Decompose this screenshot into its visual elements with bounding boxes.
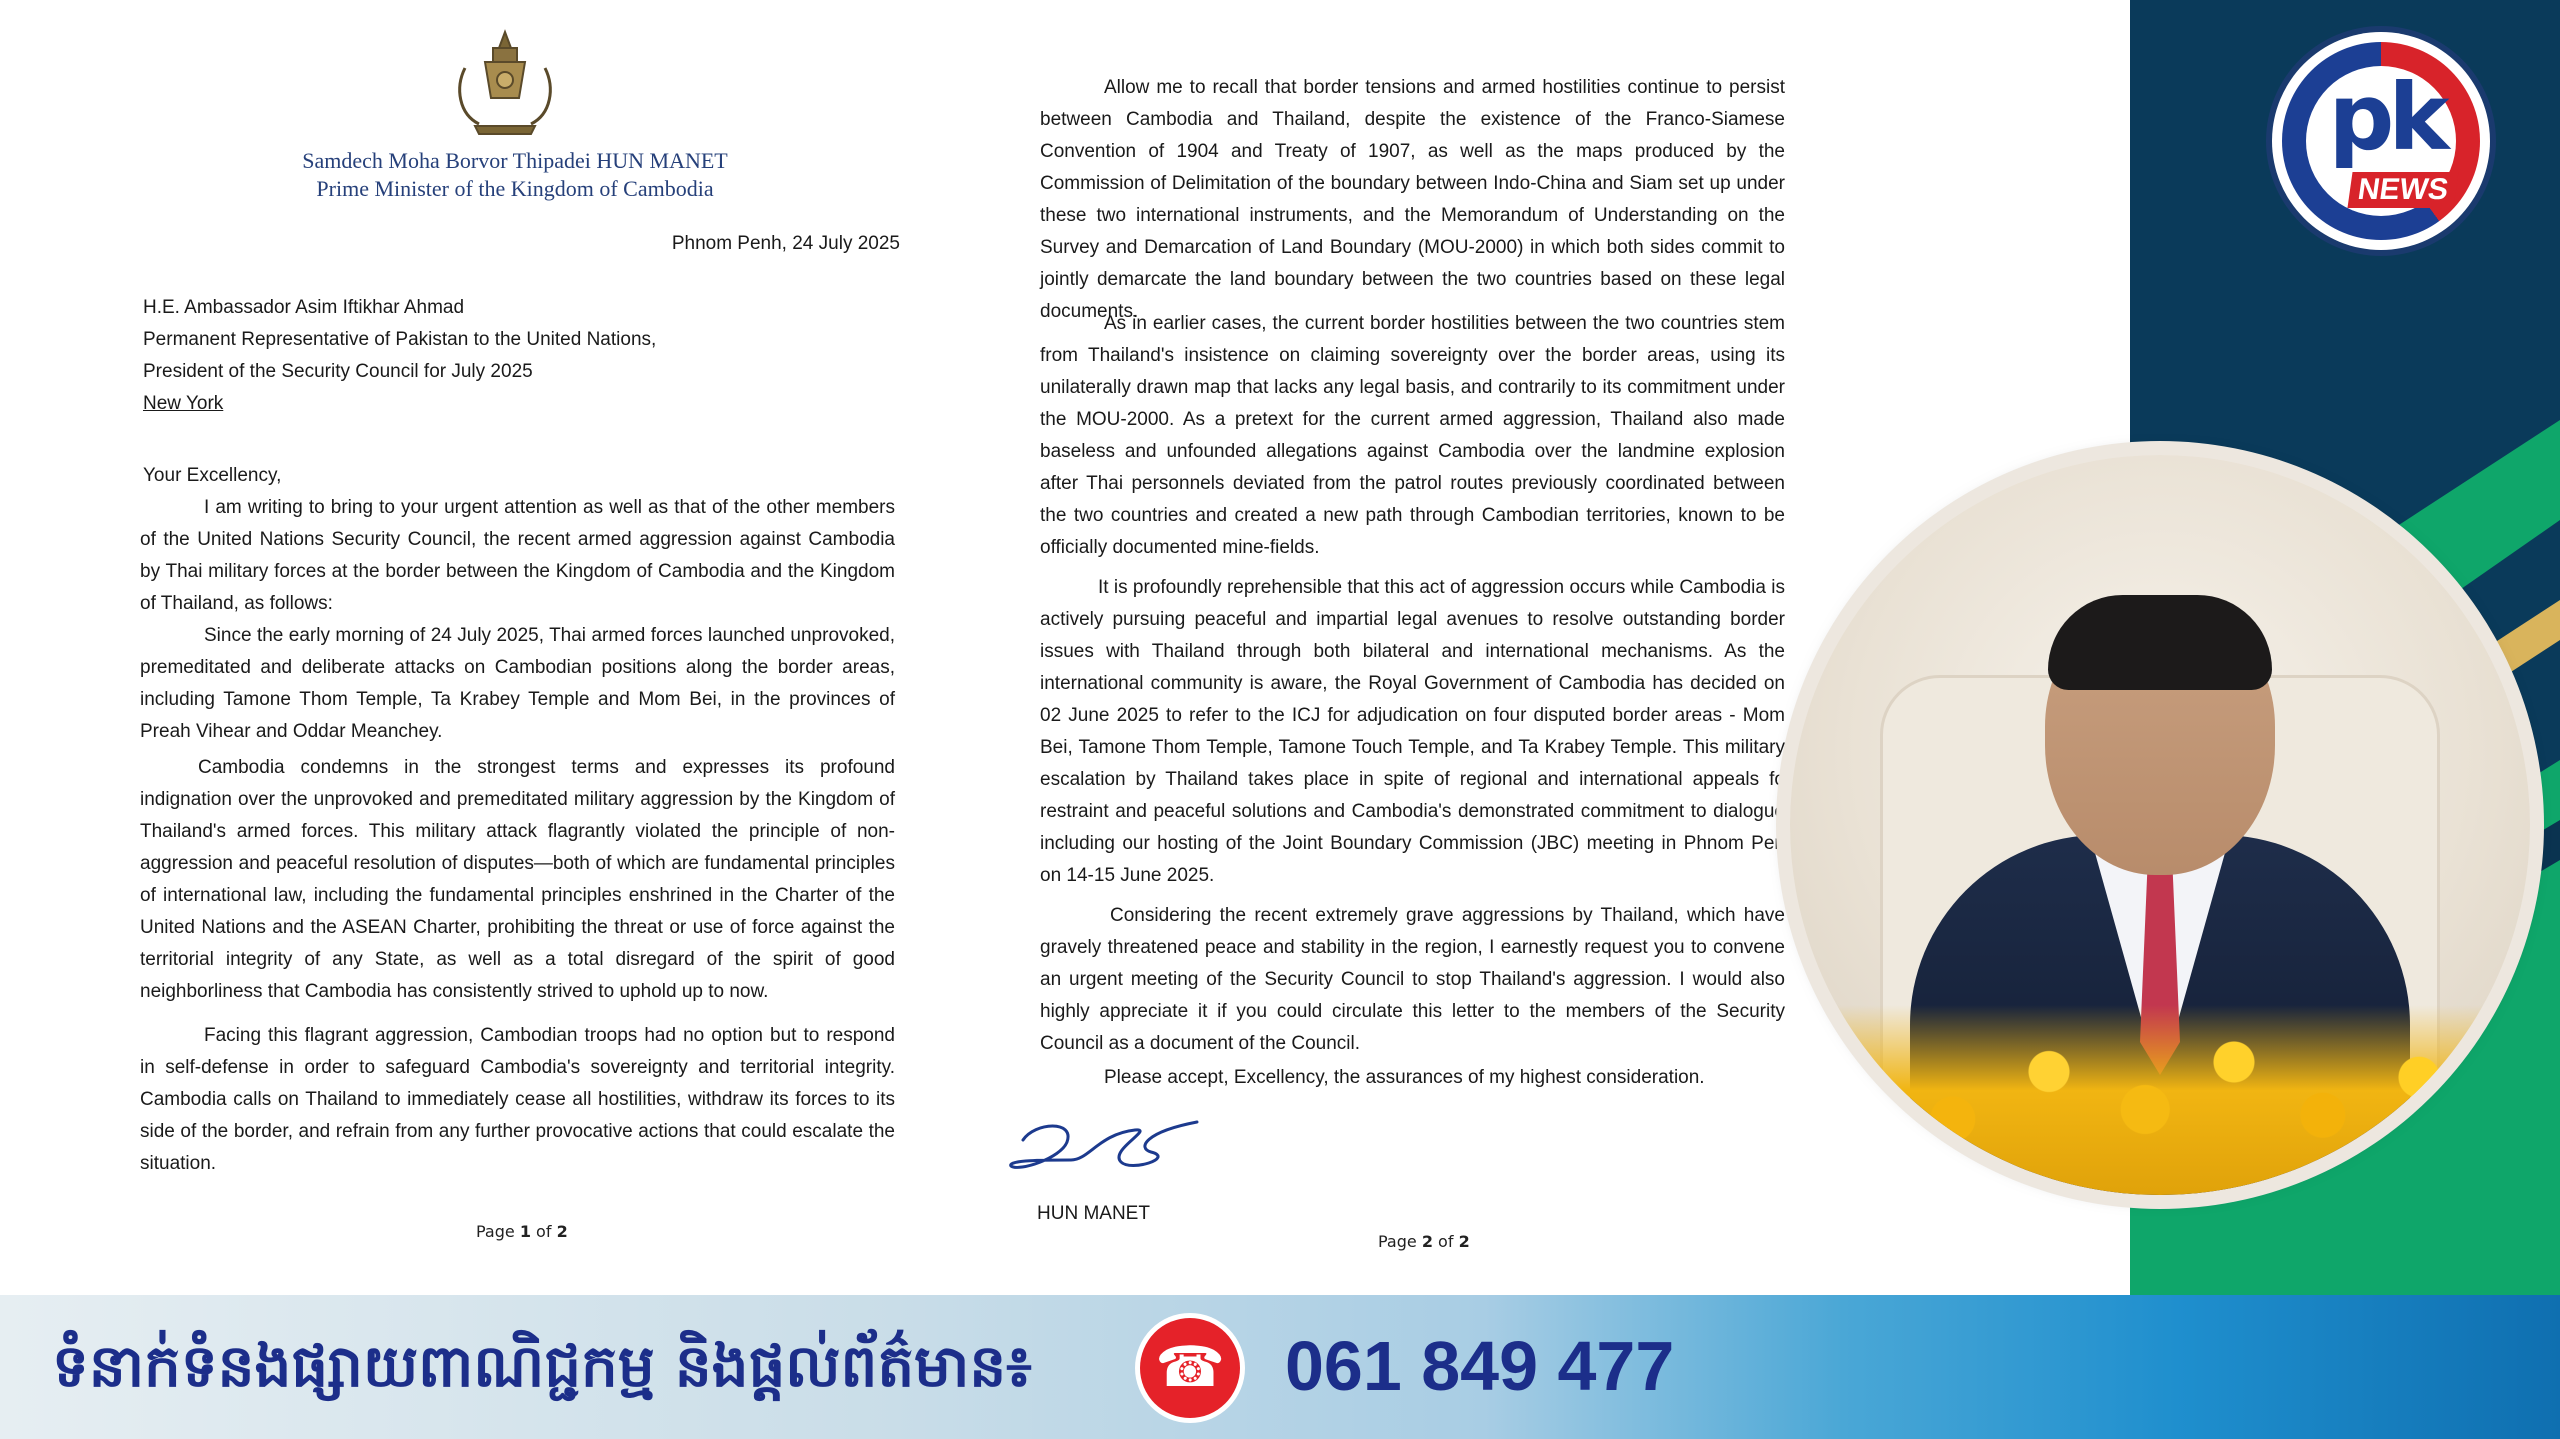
- place-date: Phnom Penh, 24 July 2025: [671, 233, 900, 254]
- page-number: Page 1 of 2: [476, 1222, 568, 1241]
- recipient-name: H.E. Ambassador Asim Iftikhar Ahmad: [143, 297, 465, 318]
- royal-crest-icon: [445, 28, 565, 138]
- paragraph: Allow me to recall that border tensions and armed hostilities continue to persist between Cambodia and Thailand, despite the existence of the Franco-Siamese Convention of 1904 and Treaty of 1907, as well as the maps produced by the Commission of Delimitation of the boundary between Indo-China and Siam set up under these two international instruments, and the Memorandum of Understanding on the Survey and Demarcation of Land Boundary (MOU-2000) in which both sides commit to jointly demarcate the land boundary between the two countries based on these legal documents.: [1040, 77, 1785, 322]
- signatory-name: HUN MANET: [1037, 1203, 1150, 1224]
- contact-label: ទំនាក់ទំនងផ្សាយពាណិជ្ជកម្ម និងផ្តល់ព័ត៌មាន៖: [52, 1332, 1032, 1400]
- paragraph: Since the early morning of 24 July 2025, Thai armed forces launched unprovoked, premeditated and deliberate attacks on Cambodian positions along the border areas, including Tamone Thom Temple, Ta Krabey Temple and Mom Bei, in the provinces of Preah Vihear and Oddar Meanchey.: [140, 625, 895, 742]
- logo-letters: pk: [2328, 64, 2444, 171]
- paragraph: Facing this flagrant aggression, Cambodian troops had no option but to respond in self-defense in order to safeguard Cambodia's sovereignty and territorial integrity. Cambodia calls on Thailand to immediately cease all hostilities, withdraw its forces to its side of the border, and refrain from any further provocative actions that could escalate the situation.: [140, 1025, 895, 1174]
- signature-icon: [1005, 1108, 1205, 1184]
- salutation: Your Excellency,: [143, 465, 282, 486]
- letterhead-name: Samdech Moha Borvor Thipadei HUN MANET: [302, 148, 728, 173]
- logo-word: NEWS: [2347, 172, 2458, 208]
- recipient-city: New York: [143, 393, 224, 414]
- closing-paragraph: Please accept, Excellency, the assurances of my highest consideration.: [1104, 1067, 1705, 1088]
- paragraph: Considering the recent extremely grave aggressions by Thailand, which have gravely threatened peace and stability in the region, I earnestly request you to convene an urgent meeting of the Security Council to stop Thailand's aggression. I would also highly appreciate it if you could circulate this letter to the members of the Security Council as a document of the Council.: [1040, 905, 1785, 1054]
- telephone-icon: ☎: [1140, 1318, 1240, 1418]
- paragraph: As in earlier cases, the current border hostilities between the two countries stem from Thailand's insistence on claiming sovereignty over the border areas, using its unilaterally drawn map that lacks any legal basis, and contrarily to its commitment under the MOU-2000. As a pretext for the current armed aggression, Thailand also made baseless and unfounded allegations against Cambodia over the landmine explosion after Thai personnels deviated from the patrol routes previously coordinated between the two countries and created a new path through Cambodian territories, known to be officially documented mine-fields.: [1040, 313, 1785, 558]
- phone-number: 061 849 477: [1285, 1327, 1675, 1405]
- portrait-photo: [1790, 455, 2530, 1195]
- letterhead-title: Prime Minister of the Kingdom of Cambodia: [316, 176, 714, 201]
- paragraph: It is profoundly reprehensible that this act of aggression occurs while Cambodia is actively pursuing peaceful and impartial legal avenues to resolve outstanding border issues with Thailand through both bilateral and international mechanisms. As the international community is aware, the Royal Government of Cambodia has decided on 02 June 2025 to refer to the ICJ for adjudication on four disputed border areas - Mom Bei, Tamone Thom Temple, Tamone Touch Temple, and Ta Krabey Temple. This military escalation by Thailand takes place in spite of regional and international appeals fo restraint and peaceful solutions and Cambodia's demonstrated commitment to dialogue including our hosting of the Joint Boundary Commission (JBC) meeting in Phnom Pen on 14-15 June 2025.: [1040, 577, 1785, 886]
- recipient-council-role: President of the Security Council for July 2025: [143, 361, 533, 382]
- page-number: Page 2 of 2: [1378, 1232, 1470, 1251]
- paragraph: I am writing to bring to your urgent attention as well as that of the other members of the United Nations Security Council, the recent armed aggression against Cambodia by Thai military forces at the border between the Kingdom of Cambodia and the Kingdom of Thailand, as follows:: [140, 497, 895, 614]
- flower-arrangement: [1790, 1005, 2530, 1195]
- paragraph: Cambodia condemns in the strongest terms and expresses its profound indignation over the unprovoked and premeditated military aggression by the Kingdom of Thailand's armed forces. This military attack flagrantly violated the principle of non-aggression and peaceful resolution of disputes—both of which are fundamental principles of international law, including the fundamental principles enshrined in the Charter of the United Nations and the ASEAN Charter, prohibiting the threat or use of force against the territorial integrity of any State, as well as a total disregard of the spirit of good neighborliness that Cambodia has consistently strived to uphold up to now.: [140, 757, 895, 1002]
- pk-news-logo: [2272, 32, 2490, 250]
- recipient-position: Permanent Representative of Pakistan to the United Nations,: [143, 329, 657, 350]
- letter-page-1: [0, 0, 985, 1295]
